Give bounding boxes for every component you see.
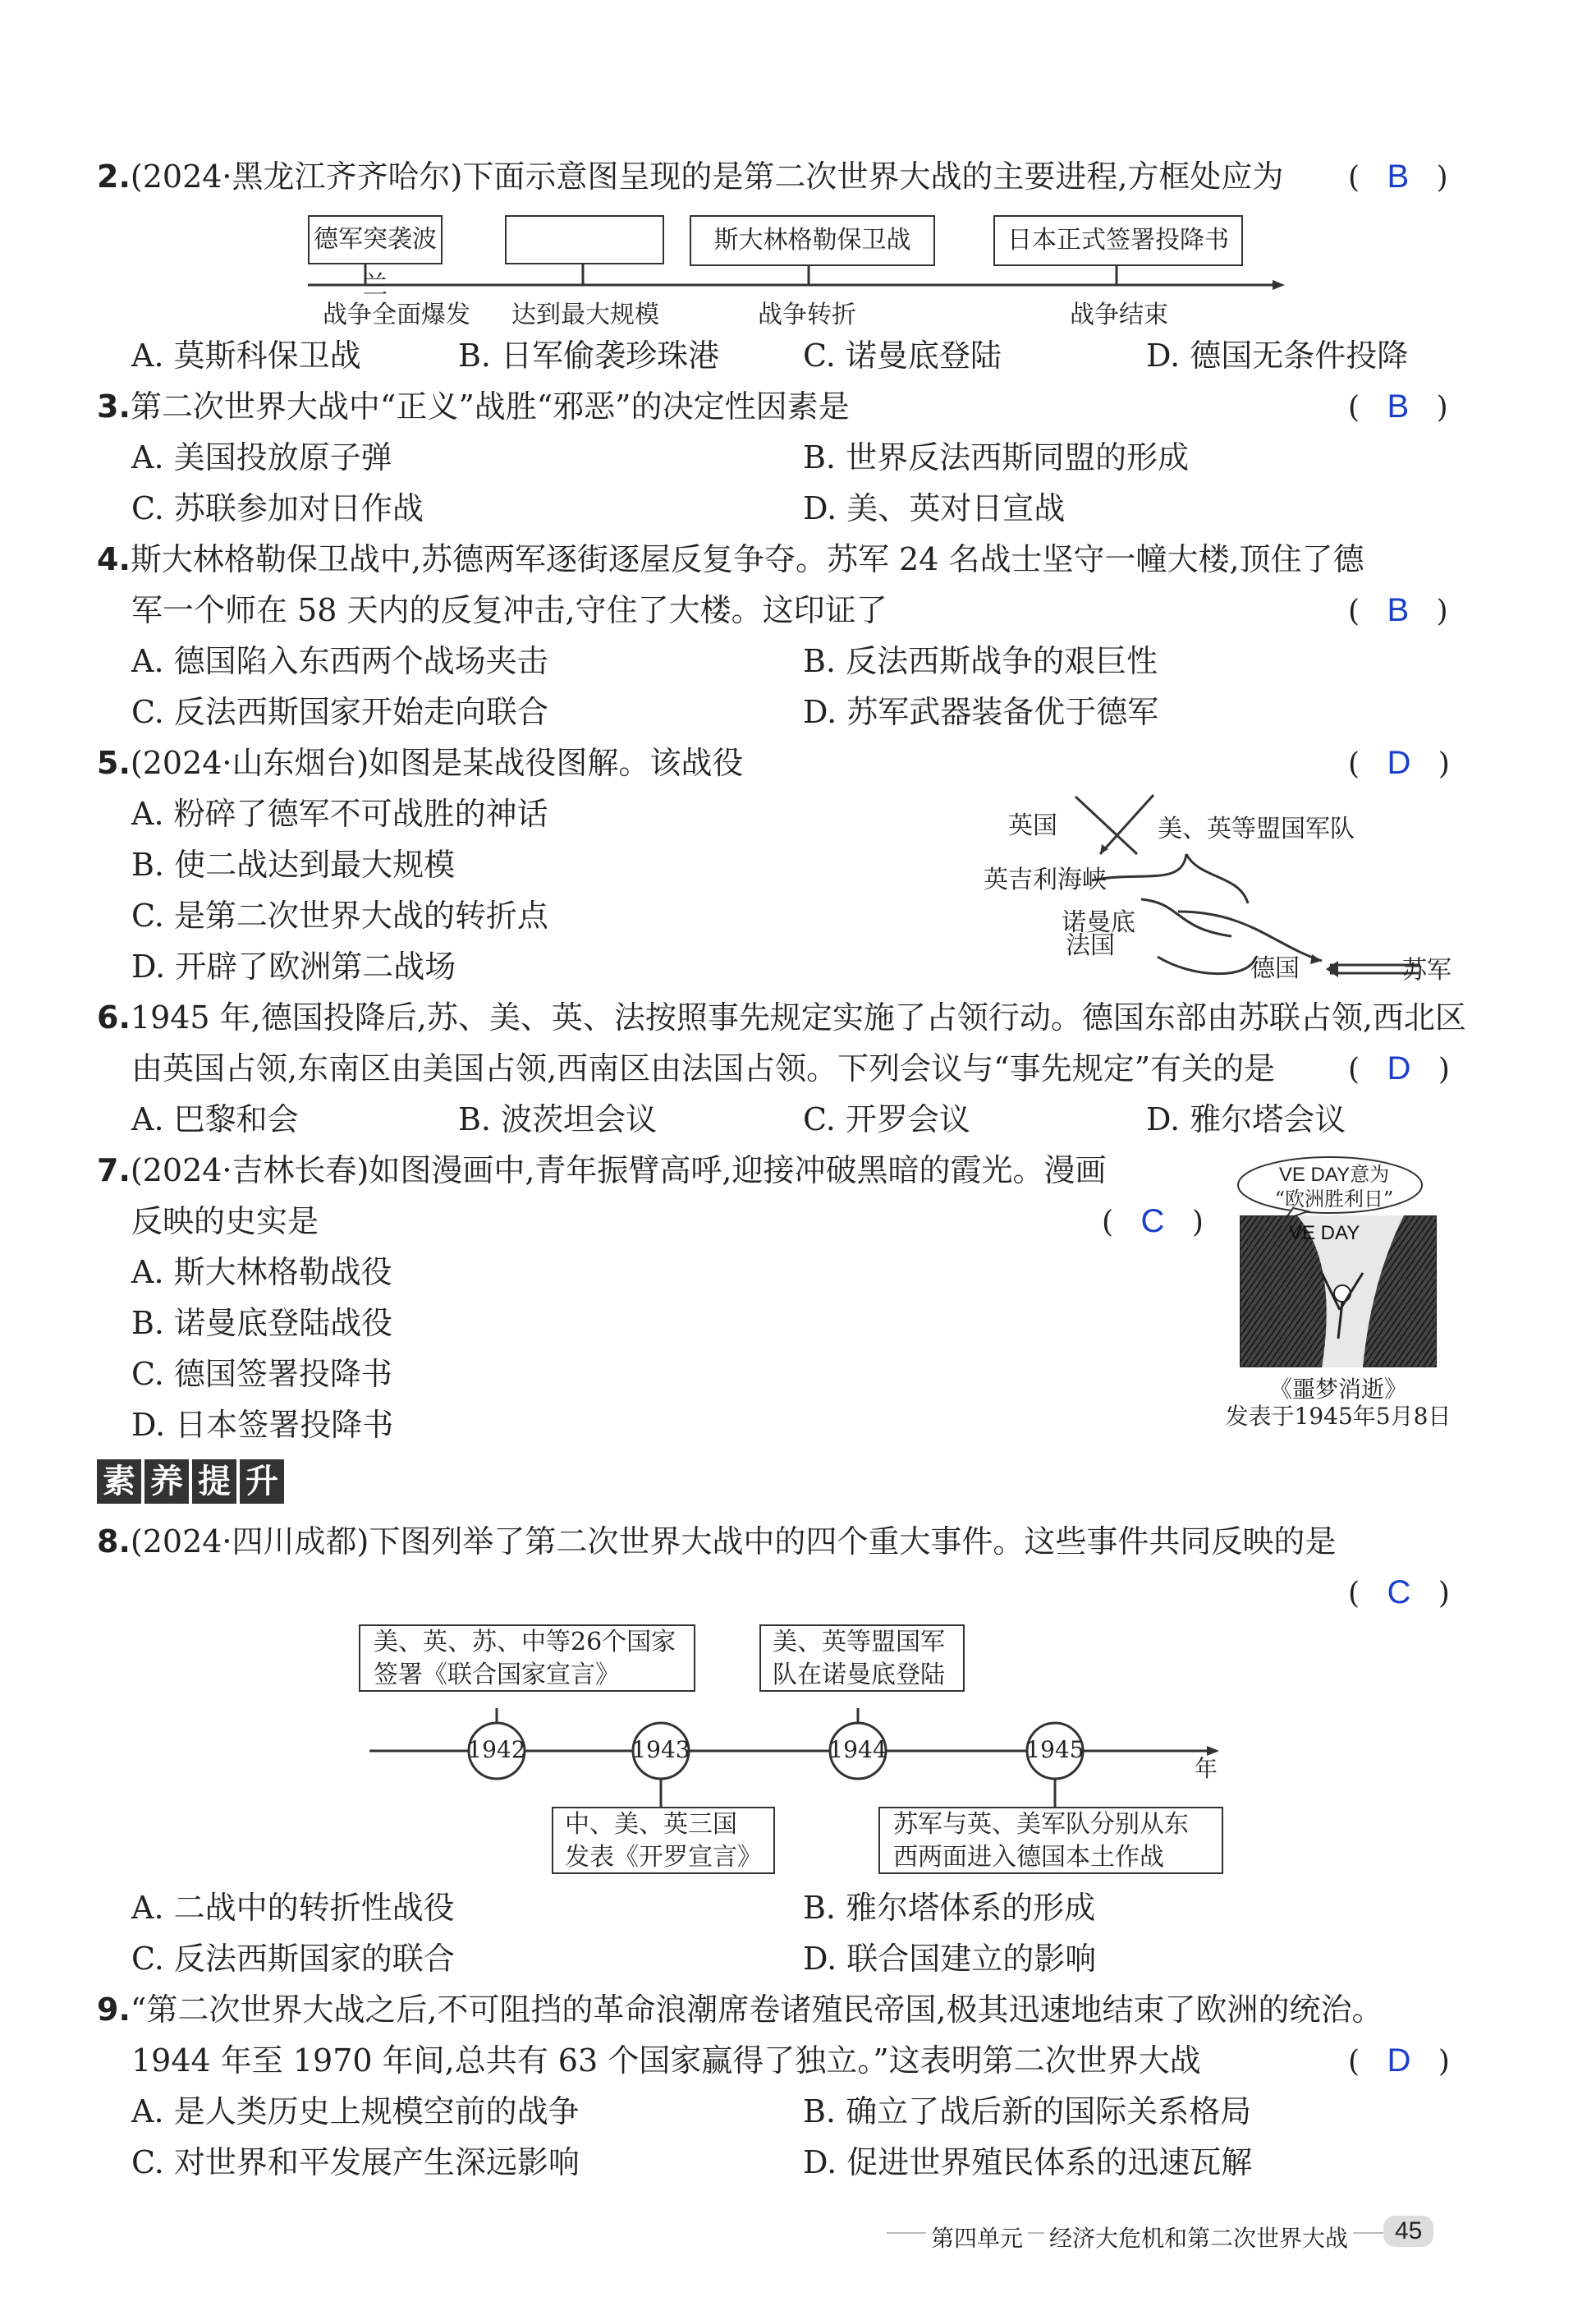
section-badge-3: 提 [192, 1459, 236, 1504]
q8-option-c: C. 反法西斯国家的联合 [131, 1941, 455, 1977]
q8-year-1942: 1942 [467, 1736, 526, 1763]
q2-box-blank [505, 215, 664, 264]
q2-box-1: 德军突袭波兰 [308, 215, 443, 264]
q2-stem-text: (2024·黑龙江齐齐哈尔)下面示意图呈现的是第二次世界大战的主要进程,方框处应为 [130, 158, 1284, 195]
q4-option-d: D. 苏军武器装备优于德军 [803, 694, 1159, 730]
q2-number: 2. [97, 158, 131, 195]
q5-number: 5. [97, 745, 131, 781]
q8-event-1945: 苏军与英、美军队分别从东 西两面进入德国本土作战 [878, 1807, 1223, 1874]
q7-answer: C [1140, 1203, 1165, 1239]
q2-label-3: 战争转折 [758, 301, 856, 329]
q3-stem [97, 386, 850, 427]
q7-option-b: B. 诺曼底登陆战役 [131, 1305, 393, 1341]
q8-year-1945: 1945 [1025, 1736, 1085, 1763]
q8-number: 8. [97, 1523, 131, 1560]
q4-stem-line2: 军一个师在 58 天内的反复冲击,守住了大楼。这印证了 [131, 592, 887, 628]
q4-number: 4. [97, 541, 131, 577]
q8-option-d: D. 联合国建立的影响 [803, 1941, 1097, 1977]
q2-option-c: C. 诺曼底登陆 [803, 338, 1002, 374]
q8-answer-paren: ( C ) [1348, 1574, 1450, 1610]
q9-option-d: D. 促进世界殖民体系的迅速瓦解 [803, 2144, 1253, 2180]
q7-option-d: D. 日本签署投降书 [131, 1407, 394, 1443]
q2-answer-paren: ( B ) [1348, 158, 1448, 195]
q2-label-4: 战争结束 [1070, 301, 1168, 329]
q8-option-a: A. 二战中的转折性战役 [131, 1890, 455, 1926]
q3-option-a: A. 美国投放原子弹 [131, 439, 392, 475]
q7-answer-paren: ( C ) [1102, 1203, 1204, 1239]
q2-label-2: 达到最大规模 [511, 301, 659, 329]
q5-map-channel: 英吉利海峡 [984, 866, 1107, 894]
q2-option-d: D. 德国无条件投降 [1146, 338, 1409, 374]
q5-option-a: A. 粉碎了德军不可战胜的神话 [131, 796, 548, 832]
q8-year-unit: 年 [1195, 1755, 1218, 1782]
q5-answer: D [1387, 745, 1411, 781]
q4-answer-paren: ( B ) [1348, 592, 1448, 628]
q9-option-a: A. 是人类历史上规模空前的战争 [131, 2093, 580, 2129]
q5-map-uk: 英国 [1008, 811, 1057, 840]
q3-option-b: B. 世界反法西斯同盟的形成 [803, 439, 1190, 475]
q5-map-allies: 美、英等盟国军队 [1158, 815, 1355, 843]
q8-year-1944: 1944 [828, 1736, 887, 1763]
q9-answer: D [1387, 2042, 1411, 2079]
q9-stem-line2: 1944 年至 1970 年间,总共有 63 个国家赢得了独立。”这表明第二次世界大战 [131, 2042, 1201, 2079]
q2-label-1: 战争全面爆发 [323, 301, 470, 329]
q5-option-b: B. 使二战达到最大规模 [131, 847, 456, 883]
q7-bubble-line2: “欧洲胜利日” [1274, 1188, 1394, 1211]
footer-title: 经济大危机和第二次世界大战 [1044, 2221, 1353, 2253]
q2-option-a: A. 莫斯科保卫战 [131, 338, 361, 374]
q3-option-c: C. 苏联参加对日作战 [131, 490, 424, 526]
q8-year-1943: 1943 [631, 1736, 690, 1763]
q8-event-1943: 中、美、英三国 发表《开罗宣言》 [552, 1807, 775, 1874]
q5-stem-text: (2024·山东烟台)如图是某战役图解。该战役 [130, 745, 744, 781]
q4-answer: B [1387, 592, 1410, 628]
q5-answer-paren: ( D ) [1348, 745, 1450, 781]
section-badge-1: 素 [97, 1459, 141, 1504]
q3-answer: B [1387, 388, 1410, 425]
q3-option-d: D. 美、英对日宣战 [803, 490, 1066, 526]
q9-number: 9. [97, 1992, 131, 2028]
q6-stem-line2: 由英国占领,东南区由美国占领,西南区由法国占领。下列会议与“事先规定”有关的是 [131, 1050, 1276, 1086]
q2-box-3: 斯大林格勒保卫战 [690, 215, 935, 266]
q7-caption-date: 发表于1945年5月8日 [1225, 1403, 1452, 1430]
q8-stem [97, 1521, 1336, 1562]
q3-stem-text: 第二次世界大战中“正义”战胜“邪恶”的决定性因素是 [130, 388, 850, 425]
q4-option-c: C. 反法西斯国家开始走向联合 [131, 694, 548, 730]
q2-option-b: B. 日军偷袭珍珠港 [458, 338, 720, 374]
q7-caption-title: 《噩梦消逝》 [1268, 1376, 1407, 1403]
q6-number: 6. [97, 999, 131, 1036]
q6-answer: D [1387, 1050, 1411, 1086]
q6-stem-line1 [97, 997, 1466, 1038]
q7-stem-line1 [97, 1150, 1107, 1191]
section-badge-2: 养 [144, 1459, 189, 1504]
q5-map-france: 法国 [1066, 931, 1115, 960]
q8-answer: C [1387, 1574, 1411, 1610]
q2-stem [97, 156, 1283, 197]
q5-stem [97, 742, 743, 783]
q5-option-d: D. 开辟了欧洲第二战场 [131, 949, 456, 985]
q8-option-b: B. 雅尔塔体系的形成 [803, 1890, 1096, 1926]
q3-answer-paren: ( B ) [1348, 388, 1448, 425]
q9-stem-text-1: “第二次世界大战之后,不可阻挡的革命浪潮席卷诸殖民帝国,极其迅速地结束了欧洲的统治。 [130, 1992, 1383, 2028]
q4-stem-line1 [97, 539, 1364, 580]
q7-option-c: C. 德国签署投降书 [131, 1356, 392, 1392]
q5-map-soviet: 苏军 [1402, 956, 1452, 985]
q8-event-1944: 美、英等盟国军 队在诺曼底登陆 [759, 1624, 965, 1692]
q7-stem-line2: 反映的史实是 [131, 1203, 319, 1239]
q4-option-a: A. 德国陷入东西两个战场夹击 [131, 643, 548, 679]
q7-number: 7. [97, 1152, 131, 1188]
q6-option-d: D. 雅尔塔会议 [1146, 1101, 1346, 1137]
q6-stem-text-1: 1945 年,德国投降后,苏、美、英、法按照事先规定实施了占领行动。德国东部由苏联占领,西北区 [130, 999, 1466, 1036]
q5-map-germany: 德国 [1250, 954, 1300, 983]
q9-option-b: B. 确立了战后新的国际关系格局 [803, 2093, 1252, 2129]
q7-stem-text-1: (2024·吉林长春)如图漫画中,青年振臂高呼,迎接冲破黑暗的霞光。漫画 [130, 1152, 1107, 1188]
q6-answer-paren: ( D ) [1348, 1050, 1450, 1086]
q8-stem-text: (2024·四川成都)下图列举了第二次世界大战中的四个重大事件。这些事件共同反映的是 [130, 1523, 1337, 1560]
q4-stem-text-1: 斯大林格勒保卫战中,苏德两军逐街逐屋反复争夺。苏军 24 名战士坚守一幢大楼,顶住了德 [130, 541, 1364, 577]
q9-stem-line1 [97, 1989, 1383, 2030]
q7-cartoon-text: VE DAY [1289, 1222, 1360, 1244]
q8-event-1942: 美、英、苏、中等26个国家 签署《联合国家宣言》 [359, 1624, 695, 1692]
q7-bubble-line1: VE DAY意为 [1278, 1164, 1390, 1186]
q9-answer-paren: ( D ) [1348, 2042, 1450, 2079]
q4-option-b: B. 反法西斯战争的艰巨性 [803, 643, 1158, 679]
q6-option-b: B. 波茨坦会议 [458, 1101, 658, 1137]
q5-map-normandy: 诺曼底 [1062, 908, 1135, 937]
q7-option-a: A. 斯大林格勒战役 [131, 1254, 392, 1290]
q6-option-a: A. 巴黎和会 [131, 1101, 299, 1137]
q6-option-c: C. 开罗会议 [803, 1101, 970, 1137]
q3-number: 3. [97, 388, 131, 425]
section-badge-4: 升 [240, 1459, 284, 1504]
q5-option-c: C. 是第二次世界大战的转折点 [131, 898, 548, 934]
page-number: 45 [1383, 2216, 1433, 2247]
q9-option-c: C. 对世界和平发展产生深远影响 [131, 2144, 580, 2180]
q2-box-4: 日本正式签署投降书 [993, 215, 1243, 266]
footer-unit: 第四单元 [926, 2221, 1028, 2253]
q2-answer: B [1387, 158, 1410, 195]
